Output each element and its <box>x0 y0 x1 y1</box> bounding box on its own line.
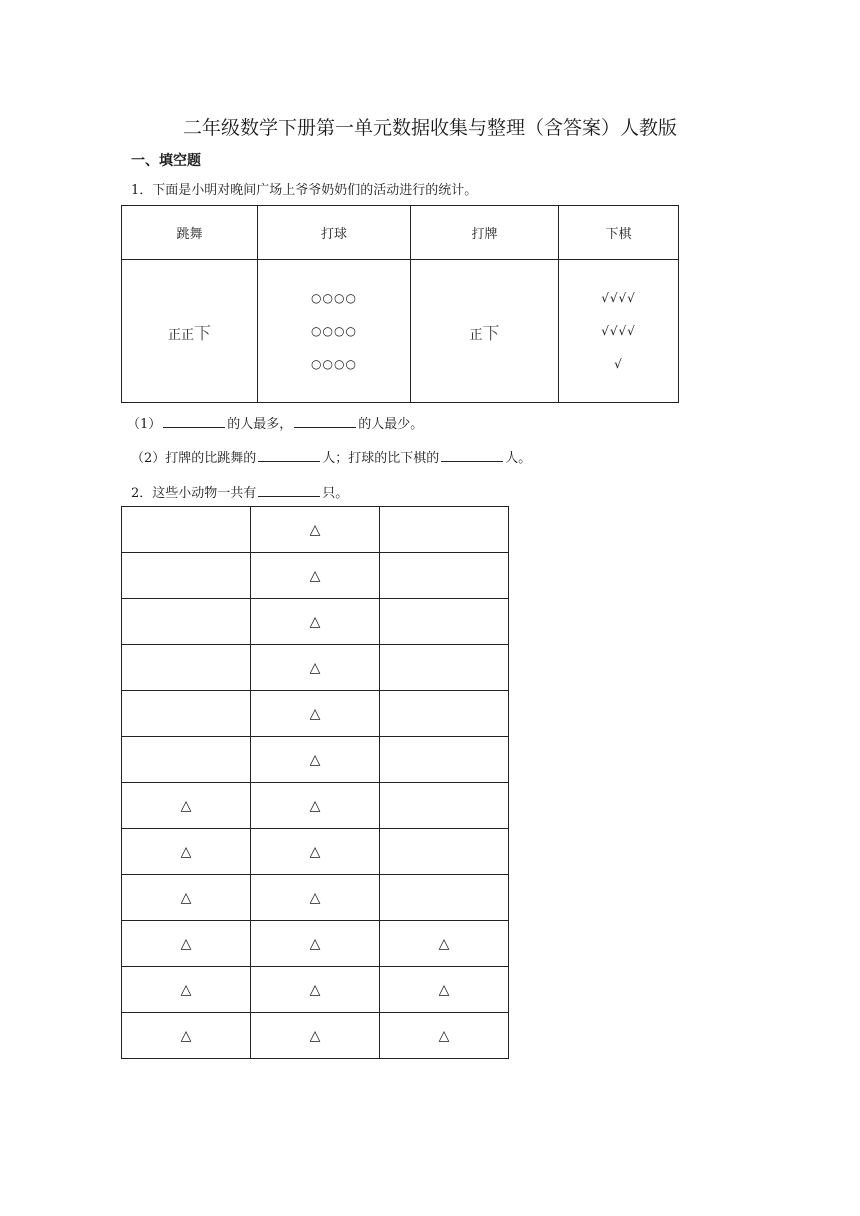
question-2-prompt <box>131 482 348 501</box>
triangle-symbol: △ <box>122 875 251 921</box>
sub-question-1-number: （1） <box>127 417 162 432</box>
section-heading: 一、填空题 <box>131 153 201 169</box>
animal-cell-col-3 <box>380 553 509 599</box>
answer-blank[interactable] <box>258 449 320 462</box>
table-row <box>122 967 509 1013</box>
triangle-symbol: △ <box>122 783 251 829</box>
triangle-symbol: △ <box>380 1013 509 1059</box>
triangle-symbol: △ <box>251 599 380 645</box>
sub-question-2-text-b: 人；打球的比下棋的 <box>322 451 440 466</box>
animal-cell-col-3 <box>380 829 509 875</box>
animal-cell-col-1 <box>122 553 251 599</box>
question-2-text-a: 2．这些小动物一共有 <box>131 486 257 501</box>
triangle-symbol: △ <box>251 967 380 1013</box>
triangle-symbol: △ <box>251 691 380 737</box>
check-row: √√√√ <box>601 290 636 305</box>
dance-tally-text: 正正 <box>167 327 194 343</box>
table-row <box>122 829 509 875</box>
table-row <box>122 507 509 553</box>
header-chess: 下棋 <box>559 206 679 260</box>
table-row <box>122 921 509 967</box>
page-title: 二年级数学下册第一单元数据收集与整理（含答案）人教版 <box>182 117 677 139</box>
answer-blank[interactable] <box>441 449 503 462</box>
circle-row: ○○○○ <box>311 356 357 371</box>
cards-tally <box>411 260 559 403</box>
table-row <box>122 691 509 737</box>
header-dance: 跳舞 <box>122 206 258 260</box>
answer-blank[interactable] <box>258 484 320 497</box>
chess-tally <box>559 260 679 403</box>
sub-question-1-text-a: 的人最多， <box>227 417 293 432</box>
animal-cell-col-3 <box>380 691 509 737</box>
partial-tally-mark: 下 <box>194 323 211 344</box>
check-row: √ <box>614 356 623 371</box>
triangle-symbol: △ <box>122 921 251 967</box>
question-2-text-b: 只。 <box>322 486 349 501</box>
sub-question-1-text-b: 的人最少。 <box>358 417 424 432</box>
sub-question-2-text-a: （2）打牌的比跳舞的 <box>131 451 257 466</box>
partial-tally-mark: 下 <box>482 323 500 344</box>
table-row <box>122 599 509 645</box>
sub-question-2-text-c: 人。 <box>505 451 532 466</box>
table-row <box>122 875 509 921</box>
sub-question-2 <box>131 447 531 466</box>
dance-tally <box>122 260 258 403</box>
table-row <box>122 645 509 691</box>
triangle-symbol: △ <box>122 967 251 1013</box>
tally-table <box>121 205 679 403</box>
triangle-symbol: △ <box>251 737 380 783</box>
check-row: √√√√ <box>601 323 636 338</box>
animal-cell-col-1 <box>122 737 251 783</box>
animal-cell-col-1 <box>122 645 251 691</box>
animal-cell-col-3 <box>380 507 509 553</box>
animal-table <box>121 506 509 1059</box>
triangle-symbol: △ <box>251 507 380 553</box>
triangle-symbol: △ <box>251 829 380 875</box>
triangle-symbol: △ <box>251 921 380 967</box>
answer-blank[interactable] <box>163 415 225 428</box>
animal-cell-col-3 <box>380 645 509 691</box>
triangle-symbol: △ <box>380 921 509 967</box>
triangle-symbol: △ <box>251 1013 380 1059</box>
triangle-symbol: △ <box>122 1013 251 1059</box>
animal-cell-col-3 <box>380 599 509 645</box>
animal-cell-col-1 <box>122 507 251 553</box>
table-row <box>122 737 509 783</box>
question-1-prompt: 1．下面是小明对晚间广场上爷爷奶奶们的活动进行的统计。 <box>131 183 478 198</box>
sub-question-1 <box>127 413 423 432</box>
header-ball: 打球 <box>258 206 411 260</box>
animal-cell-col-1 <box>122 691 251 737</box>
triangle-symbol: △ <box>122 829 251 875</box>
animal-cell-col-3 <box>380 875 509 921</box>
circle-row: ○○○○ <box>311 323 357 338</box>
animal-cell-col-1 <box>122 599 251 645</box>
ball-tally <box>258 260 411 403</box>
table-row <box>122 783 509 829</box>
triangle-symbol: △ <box>251 783 380 829</box>
answer-blank[interactable] <box>294 415 356 428</box>
table-row <box>122 1013 509 1059</box>
triangle-symbol: △ <box>251 875 380 921</box>
header-cards: 打牌 <box>411 206 559 260</box>
animal-cell-col-3 <box>380 783 509 829</box>
triangle-symbol: △ <box>251 553 380 599</box>
cards-tally-text: 正 <box>469 327 483 343</box>
triangle-symbol: △ <box>380 967 509 1013</box>
table-row <box>122 553 509 599</box>
animal-cell-col-3 <box>380 737 509 783</box>
circle-row: ○○○○ <box>311 290 357 305</box>
triangle-symbol: △ <box>251 645 380 691</box>
